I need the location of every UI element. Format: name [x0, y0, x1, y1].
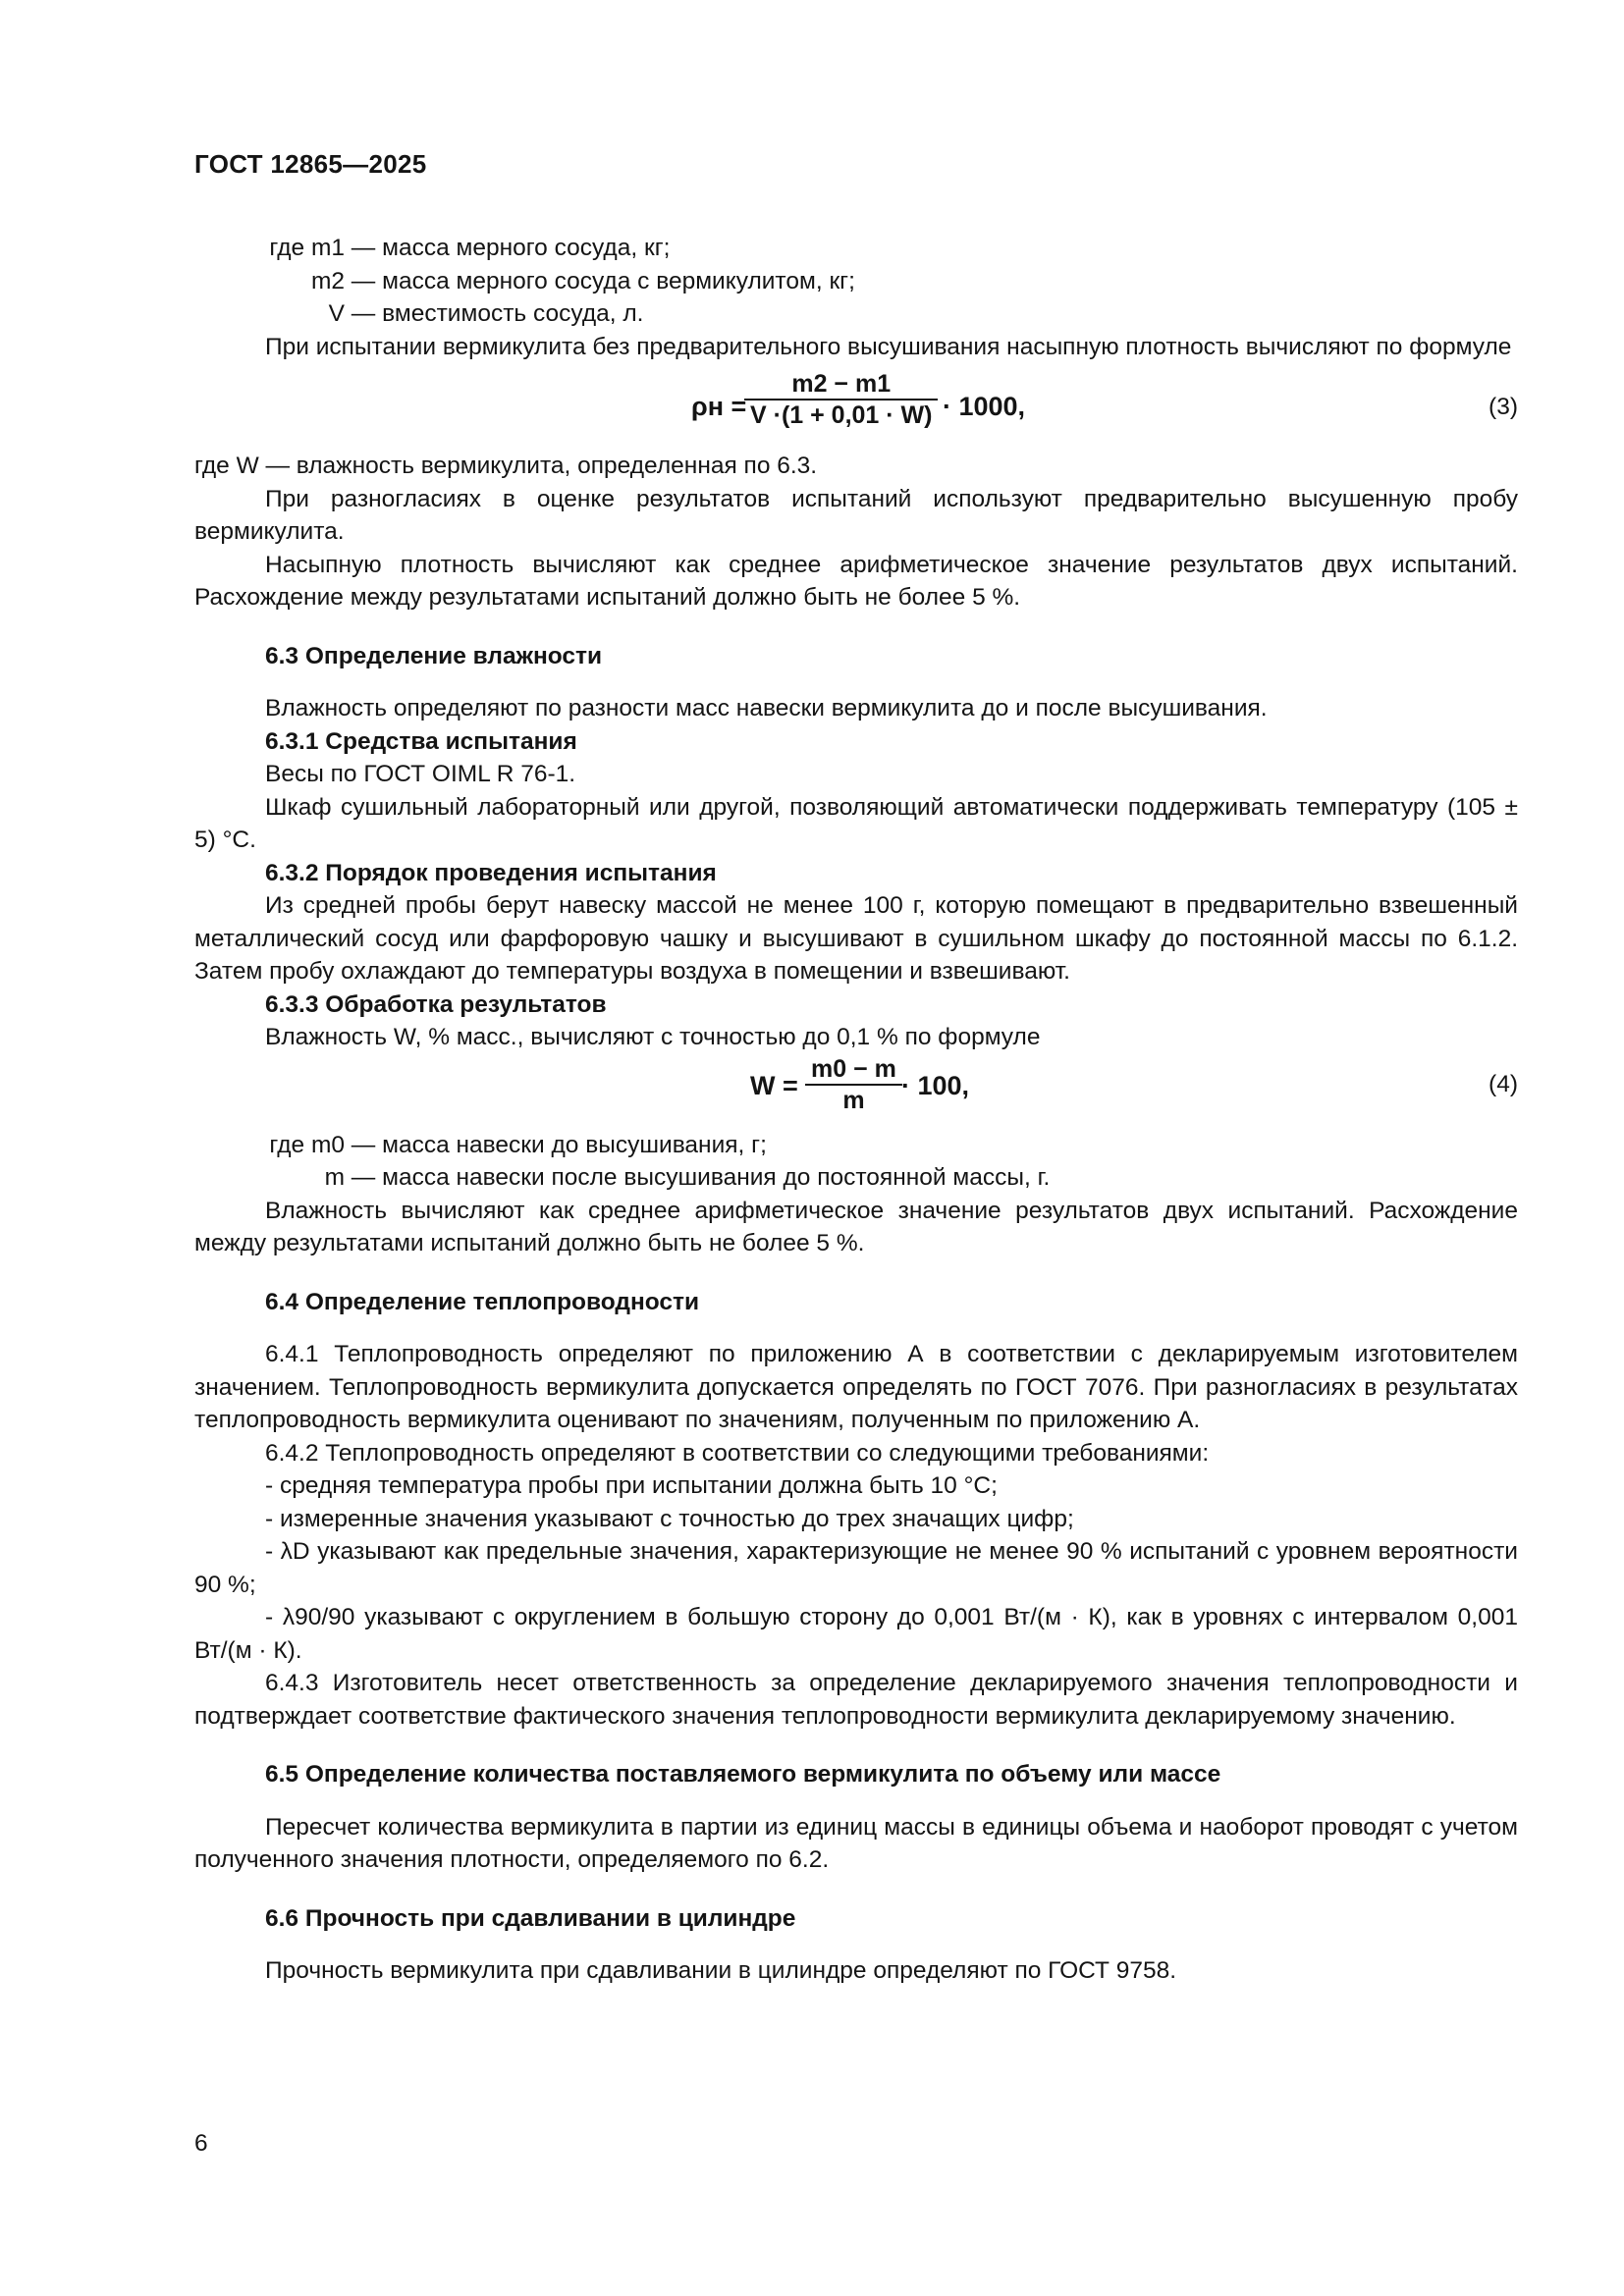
requirement-item: - измеренные значения указывают с точностью до трех значащих цифр; — [265, 1505, 1074, 1532]
requirement-item: - средняя температура пробы при испытании должна быть 10 °C; — [265, 1472, 998, 1499]
page-number: 6 — [194, 2130, 208, 2157]
variable-symbol: V — [328, 300, 345, 327]
section-6-3-intro: Влажность определяют по разности масс навески вермикулита до и после высушивания. — [265, 695, 1268, 721]
variable-definition — [194, 265, 1518, 298]
document-header: ГОСТ 12865—2025 — [194, 149, 427, 179]
oven-text: Шкаф сушильный лабораторный или другой, позволяющий автоматически поддерживать температуру (105 ± 5) °C. — [194, 793, 1518, 853]
variable-symbol: где m0 — [269, 1131, 345, 1158]
section-6-4-heading: 6.4 Определение теплопроводности — [265, 1288, 700, 1315]
procedure-text: Из средней пробы берут навеску массой не менее 100 г, которую помещают в предварительно взвешенный металлический сосуд или фарфоровую чашку и высушивают в сушильном шкафу до постоянной массы по 6.1.2. Затем пробу охлаждают до температуры воздуха в помещении и взвешивают. — [194, 892, 1518, 985]
formula-4-number: (4) — [1489, 1070, 1518, 1097]
section-6-5-text: Пересчет количества вермикулита в партии из единиц массы в единицы объема и наоборот проводят с учетом полученного значения плотности, определяемого по 6.2. — [194, 1813, 1518, 1873]
section-6-3-3-heading: 6.3.3 Обработка результатов — [265, 990, 607, 1018]
section-6-3-1-heading: 6.3.1 Средства испытания — [265, 727, 577, 755]
variable-definition — [194, 1161, 1518, 1195]
paragraph-bulk-density: Насыпную плотность вычисляют как среднее арифметическое значение результатов двух испытаний. Расхождение между результатами испытаний должно быть не более 5 %. — [194, 551, 1518, 611]
formula-3-tail: · 1000, — [943, 392, 1026, 421]
variable-description: — вместимость сосуда, л. — [345, 300, 644, 327]
section-6-3-heading: 6.3 Определение влажности — [265, 642, 603, 669]
paragraph-disagreement: При разногласиях в оценке результатов испытаний используют предварительно высушенную пробу вермикулита. — [194, 485, 1518, 545]
requirement-item: - λ90/90 указывают с округлением в большую сторону до 0,001 Вт/(м · К), как в уровнях с интервалом 0,001 Вт/(м · К). — [194, 1604, 1518, 1664]
variable-symbol: где m1 — [269, 235, 345, 261]
variable-description: — масса мерного сосуда, кг; — [345, 235, 671, 261]
paragraph-6-4-1: 6.4.1 Теплопроводность определяют по приложению А в соответствии с декларируемым изготовителем значением. Теплопроводность вермикулита допускается определять по ГОСТ 7076. При разногласиях в результатах теплопроводность вермикулита оценивают по значениям, полученным по приложению А. — [194, 1341, 1518, 1433]
section-6-6-text: Прочность вермикулита при сдавливании в цилиндре определяют по ГОСТ 9758. — [265, 1957, 1177, 1984]
paragraph-no-drying: При испытании вермикулита без предварительного высушивания насыпную плотность вычисляют по формуле — [265, 333, 1512, 360]
variable-definition — [194, 297, 1518, 331]
variable-symbol: m2 — [310, 267, 345, 294]
section-6-5-heading: 6.5 Определение количества поставляемого вермикулита по объему или массе — [265, 1761, 1221, 1788]
formula-3-fraction — [744, 369, 938, 430]
formula-4-label: W = — [750, 1070, 798, 1100]
section-6-6-heading: 6.6 Прочность при сдавливании в цилиндре — [265, 1904, 796, 1932]
formula-4-fraction — [805, 1054, 902, 1115]
calculation-text: Влажность W, % масс., вычисляют с точностью до 0,1 % по формуле — [265, 1024, 1041, 1050]
paragraph-moisture-average: Влажность вычисляют как среднее арифметическое значение результатов двух испытаний. Расхождение между результатами испытаний должно быть не более 5 %. — [194, 1197, 1518, 1256]
variable-description: — масса мерного сосуда с вермикулитом, кг; — [345, 267, 855, 294]
formula-3-denominator: V ·(1 + 0,01 · W) — [750, 401, 933, 429]
page-content — [194, 232, 1518, 1988]
paragraph-6-4-2: 6.4.2 Теплопроводность определяют в соответствии со следующими требованиями: — [265, 1439, 1210, 1467]
formula-3-label: ρн = — [691, 392, 747, 421]
variable-description: — масса навески до высушивания, г; — [345, 1131, 767, 1158]
definition-w: где W — влажность вермикулита, определенная по 6.3. — [194, 453, 818, 479]
paragraph-6-4-3: 6.4.3 Изготовитель несет ответственность за определение декларируемого значения теплопроводности и подтверждает соответствие фактического значения теплопроводности вермикулита декларируемому значению. — [194, 1670, 1518, 1730]
requirement-item: - λD указывают как предельные значения, характеризующие не менее 90 % испытаний с уровнем вероятности 90 %; — [194, 1538, 1518, 1598]
variable-definition — [194, 232, 1518, 265]
section-6-3-2-heading: 6.3.2 Порядок проведения испытания — [265, 859, 717, 886]
formula-4-numerator: m0 − m — [805, 1054, 902, 1086]
formula-4 — [194, 1054, 1518, 1129]
formula-3-numerator: m2 − m1 — [744, 369, 938, 400]
variable-description: — масса навески после высушивания до постоянной массы, г. — [345, 1164, 1051, 1191]
scales-text: Весы по ГОСТ OIML R 76-1. — [265, 761, 576, 787]
variable-definition — [194, 1129, 1518, 1162]
variable-symbol: m — [324, 1164, 345, 1191]
formula-3-number: (3) — [1489, 394, 1518, 420]
formula-3 — [194, 363, 1518, 450]
formula-4-tail: · 100, — [901, 1070, 970, 1100]
formula-4-denominator: m — [842, 1086, 865, 1114]
